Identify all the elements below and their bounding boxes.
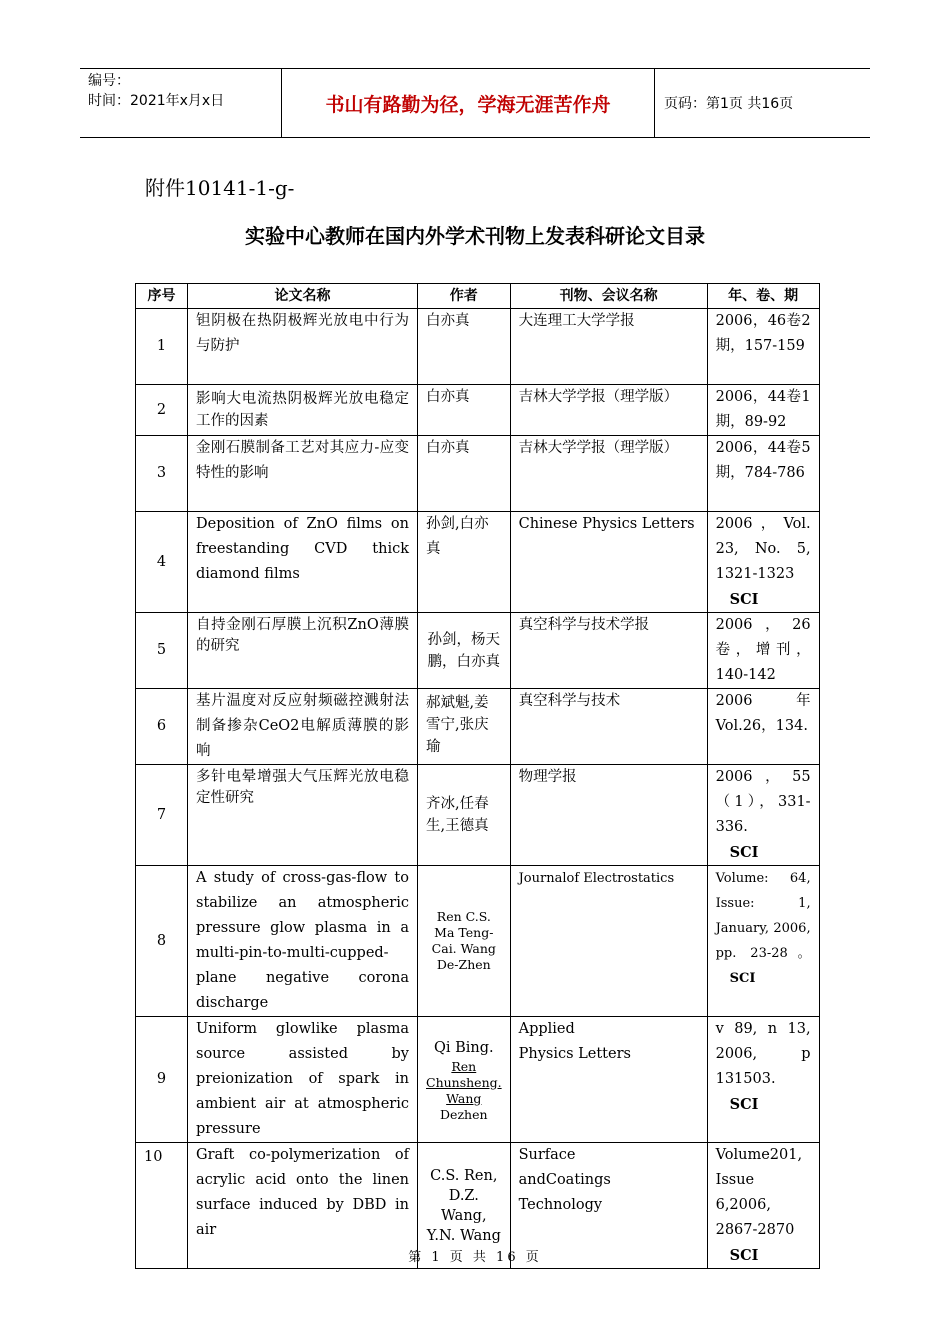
row-author: 孙剑,白亦真 — [418, 512, 511, 613]
row-issue: 2006，Vol. 23, No. 5, 1321-1323 — [715, 516, 811, 582]
row-issue: Volume: 64, Issue: 1, January, 2006, pp. 23-28。 — [715, 871, 811, 961]
row-journal: 真空科学与技术学报 — [510, 613, 707, 689]
row-issue: 2006年Vol.26，134. — [707, 689, 819, 765]
page-footer: 第 1 页 共 16 页 — [408, 1250, 542, 1265]
row-no: 4 — [136, 512, 188, 613]
row-issue-cell — [707, 866, 819, 1017]
col-header-author: 作者 — [418, 284, 511, 309]
header-page-info: 页码：第1页 共16页 — [664, 96, 794, 112]
row-journal: Surface — [518, 1147, 576, 1163]
col-header-issue: 年、卷、期 — [707, 284, 819, 309]
row-paper: 自持金刚石厚膜上沉积ZnO薄膜的研究 — [188, 613, 418, 689]
table-row — [136, 866, 820, 1017]
sci-badge: SCI — [729, 1096, 759, 1113]
row-issue-cell — [707, 512, 819, 613]
row-issue: 2006，44卷1期，89-92 — [707, 385, 819, 436]
header-divider — [654, 69, 655, 137]
table-row — [136, 436, 820, 512]
row-journal: Applied — [518, 1021, 575, 1037]
row-journal: Journalof Electrostatics — [510, 866, 707, 1017]
row-author: 白亦真 — [418, 309, 511, 385]
col-header-no: 序号 — [136, 284, 188, 309]
author-sub: Dezhen — [440, 1106, 488, 1122]
time-label: 时间：2021年x月x日 — [88, 93, 225, 109]
row-paper: 金刚石膜制备工艺对其应力-应变特性的影响 — [188, 436, 418, 512]
table-row — [136, 613, 820, 689]
row-no: 9 — [136, 1017, 188, 1143]
row-issue: 2006，26卷，增刊，140-142 — [707, 613, 819, 689]
row-journal: 大连理工大学学报 — [510, 309, 707, 385]
row-no: 7 — [136, 765, 188, 866]
row-issue: 2006，46卷2期，157-159 — [707, 309, 819, 385]
row-paper: 钽阴极在热阴极辉光放电中行为与防护 — [188, 309, 418, 385]
row-journal: andCoatings Technology — [518, 1172, 611, 1213]
row-paper: A study of cross-gas-flow to stabilize an atmospheric pressure glow plasma in a multi-pin-to-multi-cupped-plane negative corona discharge — [188, 866, 418, 1017]
sci-badge: SCI — [729, 1247, 759, 1264]
row-paper: Graft co-polymerization of acrylic acid onto the linen surface induced by DBD in air — [188, 1143, 418, 1269]
serial-label: 编号： — [88, 73, 130, 89]
row-no: 3 — [136, 436, 188, 512]
table-row — [136, 512, 820, 613]
row-journal: Chinese Physics Letters — [510, 512, 707, 613]
row-author: C.S. Ren, D.Z. Wang, Y.N. Wang — [418, 1143, 511, 1269]
row-author: 郝斌魁,姜雪宁,张庆瑜 — [418, 689, 511, 765]
annex-label: 附件10141-1-g- — [145, 176, 295, 200]
row-journal-cell — [510, 1017, 707, 1143]
table-row — [136, 765, 820, 866]
row-paper: Deposition of ZnO films on freestanding CVD thick diamond films — [188, 512, 418, 613]
row-issue: v 89, n 13, 2006, p 131503. — [715, 1021, 811, 1087]
row-issue: 2006，44卷5期，784-786 — [707, 436, 819, 512]
row-issue: 2006，55（1），331-336. — [715, 769, 811, 835]
row-issue-cell — [707, 765, 819, 866]
row-author-cell — [418, 1017, 511, 1143]
row-no: 8 — [136, 866, 188, 1017]
row-no: 2 — [136, 385, 188, 436]
row-paper: 基片温度对反应射频磁控溅射法制备掺杂CeO2电解质薄膜的影响 — [188, 689, 418, 765]
row-no: 1 — [136, 309, 188, 385]
row-paper: 多针电晕增强大气压辉光放电稳定性研究 — [188, 765, 418, 866]
header-meta — [88, 71, 278, 111]
col-header-journal: 刊物、会议名称 — [510, 284, 707, 309]
header-motto: 书山有路勤为径，学海无涯苦作舟 — [325, 93, 611, 116]
sci-badge: SCI — [729, 591, 759, 608]
row-no: 5 — [136, 613, 188, 689]
row-no: 10 — [136, 1143, 188, 1269]
author-sub: Ren Chunsheng. — [426, 1058, 502, 1090]
row-journal: 真空科学与技术 — [510, 689, 707, 765]
table-header-row — [136, 284, 820, 309]
papers-table — [135, 283, 820, 1269]
row-journal: Physics Letters — [518, 1046, 631, 1062]
row-author: Ren C.S. Ma Teng-Cai. Wang De-Zhen — [418, 866, 511, 1017]
sci-badge: SCI — [729, 844, 759, 861]
author-sub: Wang — [446, 1090, 482, 1106]
row-author: 白亦真 — [418, 385, 511, 436]
page-title: 实验中心教师在国内外学术刊物上发表科研论文目录 — [245, 224, 705, 248]
row-paper: 影响大电流热阴极辉光放电稳定工作的因素 — [188, 385, 418, 436]
row-no: 6 — [136, 689, 188, 765]
row-author: 白亦真 — [418, 436, 511, 512]
row-journal: 吉林大学学报（理学版） — [510, 436, 707, 512]
sci-badge: SCI — [729, 971, 756, 986]
row-journal: 物理学报 — [510, 765, 707, 866]
row-paper: Uniform glowlike plasma source assisted by preionization of spark in ambient air at atmospheric pressure — [188, 1017, 418, 1143]
row-author: 齐冰,任春生,王德真 — [418, 765, 511, 866]
col-header-paper: 论文名称 — [188, 284, 418, 309]
table-row — [136, 689, 820, 765]
table-row — [136, 1017, 820, 1143]
table-row — [136, 385, 820, 436]
table-row — [136, 309, 820, 385]
row-issue-cell — [707, 1017, 819, 1143]
row-issue: Volume201, Issue 6,2006, 2867-2870 — [715, 1147, 803, 1238]
row-journal: 吉林大学学报（理学版） — [510, 385, 707, 436]
author-main: Qi Bing. — [433, 1039, 494, 1056]
page-header — [80, 68, 870, 138]
row-author: 孙剑，杨天鹏，白亦真 — [418, 613, 511, 689]
